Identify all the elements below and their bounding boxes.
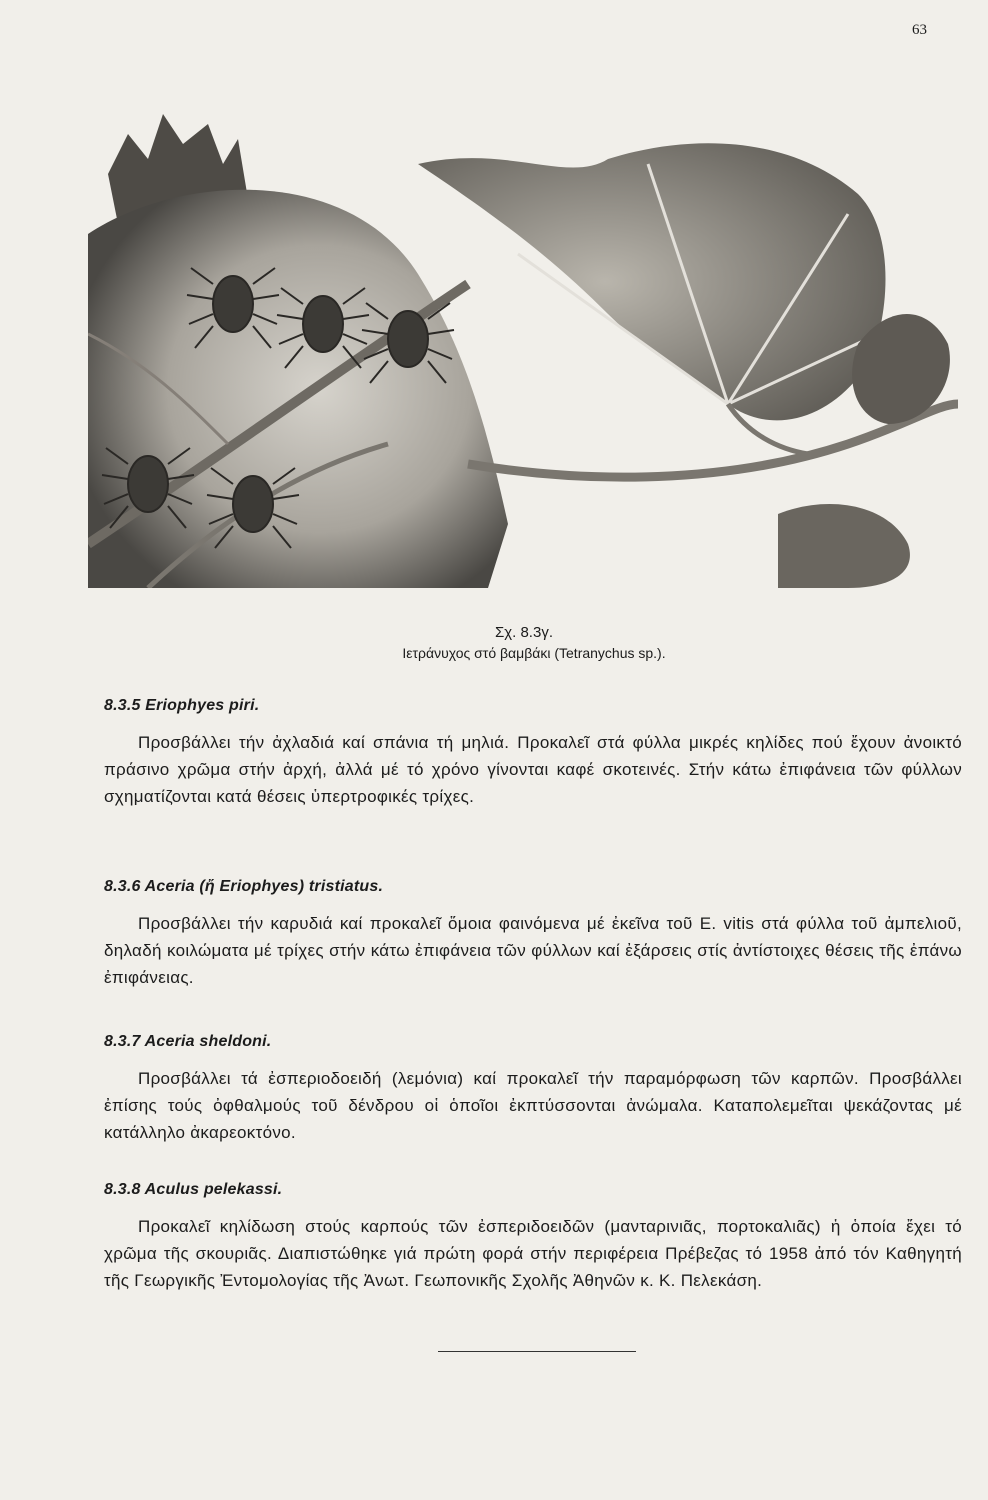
- section-text: Προσβάλλει τήν ἀχλαδιά καί σπάνια τή μηλιά. Προκαλεῖ στά φύλλα μικρές κηλίδες πού ἔχουν ἀνοικτό πράσινο χρῶμα στήν ἀρχή, ἀλλά μέ τό χρόνο γίνονται καφέ σκοτεινές. Στήν κάτω ἐπιφάνεια τῶν φύλλων σχηματίζονται κατά θέσεις ὑπερτροφικές τρίχες.: [104, 733, 962, 806]
- magnified-leaf: [88, 190, 508, 588]
- mite-on-cotton-leaf-illustration: [88, 104, 960, 588]
- cotton-leaf: [418, 143, 886, 420]
- section-8-3-6: [104, 878, 962, 991]
- section-heading: 8.3.7 Aceria sheldoni.: [104, 1033, 272, 1050]
- section-8-3-5: [104, 697, 962, 810]
- section-8-3-7: [104, 1033, 962, 1146]
- page-number: 63: [912, 22, 927, 38]
- section-heading: 8.3.6 Aceria (ἤ Eriophyes) tristiatus.: [104, 878, 384, 895]
- section-text: Προσβάλλει τήν καρυδιά καί προκαλεῖ ὅμοια φαινόμενα μέ ἐκεῖνα τοῦ E. vitis στά φύλλα τοῦ ἀμπελιοῦ, δηλαδή κοιλώματα μέ τρίχες στήν κάτω ἐπιφάνεια τῶν φύλλων καί ἐξάρσεις στίς ἀντίστοιχες θέσεις τῆς ἐπάνω ἐπιφάνειας.: [104, 914, 962, 987]
- cotton-boll-lower: [778, 504, 910, 588]
- section-text: Προσβάλλει τά ἐσπεριοδοειδή (λεμόνια) καί προκαλεῖ τήν παραμόρφωση τῶν καρπῶν. Προσβάλλει ἐπίσης τούς ὀφθαλμούς τοῦ δένδρου οἱ ὁποῖοι ἐκπτύσσονται ἀνώμαλα. Καταπολεμεῖται ψεκάζοντας μέ κατάλληλο ἀκαρεοκτόνο.: [104, 1069, 962, 1142]
- section-text: Προκαλεῖ κηλίδωση στούς καρπούς τῶν ἐσπεριδοειδῶν (μανταρινιᾶς, πορτοκαλιᾶς) ἡ ὁποία ἔχει τό χρῶμα τῆς σκουριᾶς. Διαπιστώθηκε γιά πρώτη φορά στήν περιφέρεια Πρέβεζας τό 1958 ἀπό τόν Καθηγητή τῆς Γεωργικῆς Ἐντομολογίας τῆς Ἀνωτ. Γεωπονικῆς Σχολῆς Ἀθηνῶν κ. Κ. Πελεκάση.: [104, 1217, 962, 1290]
- section-8-3-8: [104, 1181, 962, 1294]
- figure-caption: Ιετράνυχος στό βαμβάκι (Tetranychus sp.).: [402, 645, 666, 661]
- footnote-divider: [438, 1351, 636, 1352]
- section-heading: 8.3.8 Aculus pelekassi.: [104, 1181, 283, 1198]
- section-heading: 8.3.5 Eriophyes piri.: [104, 697, 260, 714]
- figure-number: Σχ. 8.3γ.: [494, 624, 553, 641]
